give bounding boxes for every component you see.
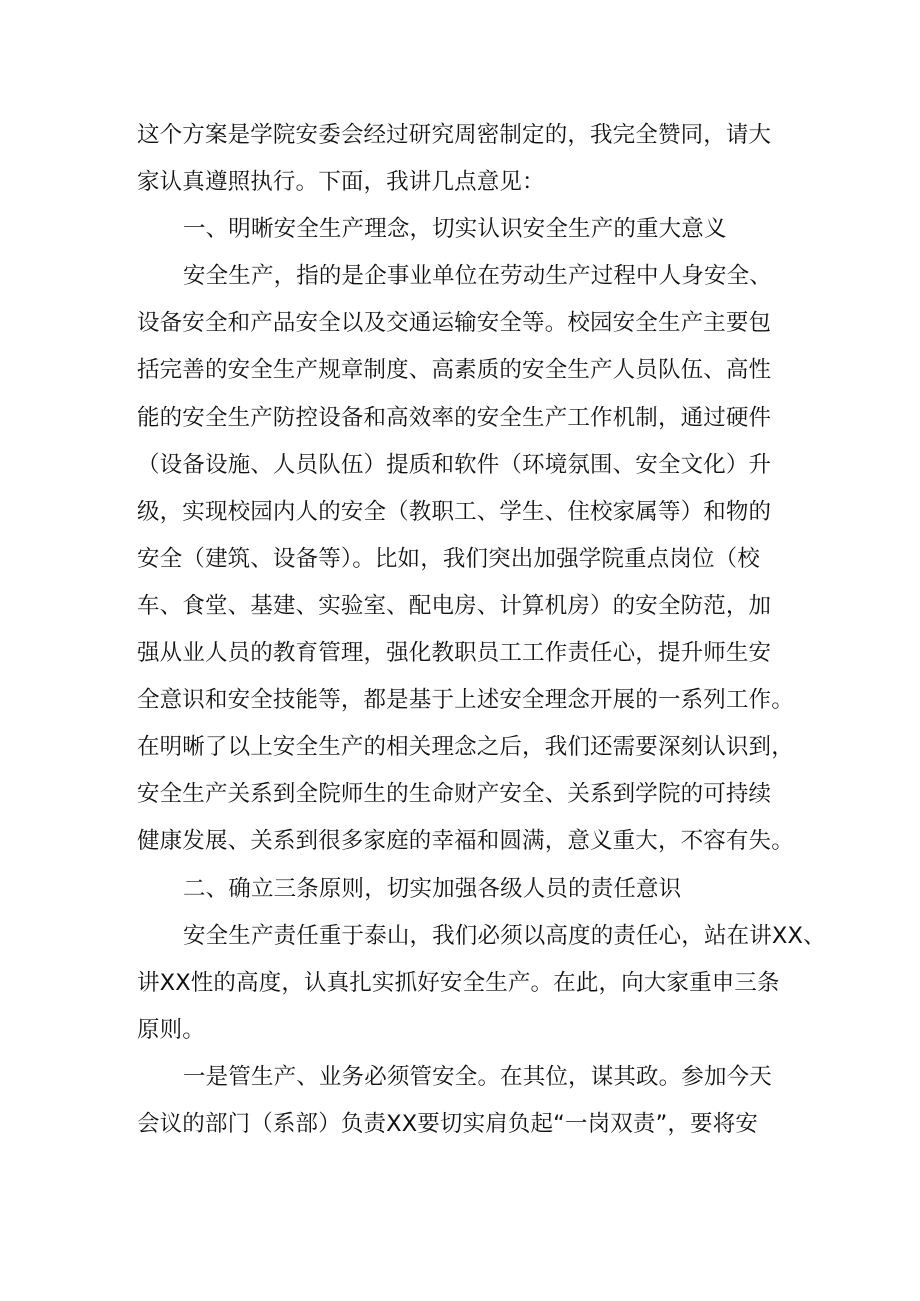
text-line: 这个方案是学院安委会经过研究周密制定的，我完全赞同，请大 <box>137 122 772 148</box>
document-body <box>137 112 826 1148</box>
text-line: 能的安全生产防控设备和高效率的安全生产工作机制，通过硬件 <box>137 404 772 431</box>
paragraph-start-line: 二、确立三条原则，切实加强各级人员的责任意识 <box>183 875 682 902</box>
text-line: 安全（建筑、设备等）。比如，我们突出加强学院重点岗位（校 <box>137 545 760 572</box>
text-line: 全意识和安全技能等，都是基于上述安全理念开展的一系列工作。 <box>137 687 794 714</box>
text-line: 级，实现校园内人的安全（教职工、学生、住校家属等）和物的 <box>137 498 772 525</box>
text-line: 安全生产关系到全院师生的生命财产安全、关系到学院的可持续 <box>137 781 772 808</box>
paragraph-start-line: 安全生产责任重于泰山，我们必须以高度的责任心，站在讲XX、 <box>183 922 826 949</box>
text-line: 在明晰了以上安全生产的相关理念之后，我们还需要深刻认识到， <box>137 734 794 761</box>
paragraph-start-line: 一是管生产、业务必须管安全。在其位，谋其政。参加今天 <box>183 1063 772 1090</box>
text-line: 设备安全和产品安全以及交通运输安全等。校园安全生产主要包 <box>137 310 772 337</box>
text-line: 会议的部门（系部）负责XX要切实肩负起“一岗双责”，要将安 <box>137 1110 758 1137</box>
paragraph-start-line: 一、明晰安全生产理念，切实认识安全生产的重大意义 <box>183 216 727 243</box>
paragraph-start-line: 安全生产，指的是企事业单位在劳动生产过程中人身安全、 <box>183 263 772 290</box>
text-line: （设备设施、人员队伍）提质和软件（环境氛围、安全文化）升 <box>137 451 772 478</box>
text-line: 健康发展、关系到很多家庭的幸福和圆满，意义重大，不容有失。 <box>137 828 794 855</box>
text-line: 车、食堂、基建、实验室、配电房、计算机房）的安全防范，加 <box>137 592 772 619</box>
text-line: 强从业人员的教育管理，强化教职员工工作责任心，提升师生安 <box>137 640 772 667</box>
text-line: 家认真遵照执行。下面，我讲几点意见： <box>137 169 545 196</box>
text-line: 括完善的安全生产规章制度、高素质的安全生产人员队伍、高性 <box>137 357 772 384</box>
text-line: 原则。 <box>137 1016 205 1043</box>
text-line: 讲XX性的高度，认真扎实抓好安全生产。在此，向大家重申三条 <box>137 969 780 996</box>
